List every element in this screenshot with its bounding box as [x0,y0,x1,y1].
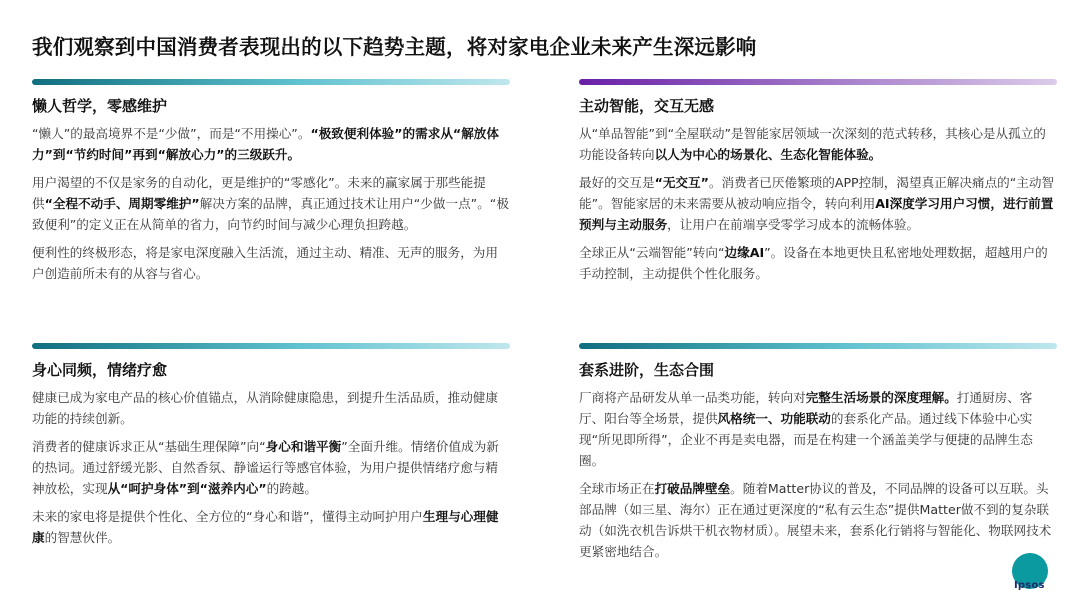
body-text: 打通厨房、客厅、阳台等全场景，提供 [579,390,1033,426]
ipsos-logo-text: Ipsos [1014,580,1045,591]
emphasis-text: 完整生活场景的深度理解。 [805,390,957,405]
section-paragraph [579,242,1057,284]
body-text: 解决方案的品牌，真正通过技术让用户“少做一点”。“极致便利”的定义正在从简单的省力，向节约时间与减少心理负担跨越。 [32,196,509,232]
section-heading: 套系进阶，生态合围 [579,361,715,379]
section-lazy-philosophy [32,79,510,291]
body-text: 最好的交互是 [579,175,655,190]
section-suite-ecosystem [579,343,1057,569]
emphasis-text: 生理与心理健康 [32,509,499,545]
emphasis-text: 从“呵护身体”到“滋养内心” [107,481,267,496]
section-paragraph [579,172,1057,235]
section-paragraph [579,387,1057,471]
emphasis-text: “无交互” [654,175,709,190]
emphasis-text: 身心和谐平衡 [265,439,342,454]
body-text: “懒人”的最高境界不是“少做”，而是“不用操心”。 [32,126,311,141]
body-text: ，让用户在前端享受零学习成本的流畅体验。 [667,217,920,232]
section-divider-bar [32,343,510,349]
body-text: 用户渴望的不仅是家务的自动化，更是维护的“零感化”。未来的赢家属于那些能提供 [32,175,486,211]
section-paragraph [32,387,510,429]
body-text: 健康已成为家电产品的核心价值锚点，从消除健康隐患，到提升生活品质，推动健康功能的持续创新。 [32,390,498,426]
section-paragraph [32,172,510,235]
body-text: 消费者的健康诉求正从“基础生理保障”向“ [32,439,266,454]
section-paragraph [32,506,510,548]
body-text: 未来的家电将是提供个性化、全方位的“身心和谐”，懂得主动呵护用户 [32,509,423,524]
section-mind-body-harmony [32,343,510,555]
section-heading: 懒人哲学，零感维护 [32,97,168,115]
emphasis-text: 以人为中心的场景化、生态化智能体验。 [654,147,882,162]
section-heading: 主动智能，交互无感 [579,97,715,115]
section-paragraph [32,436,510,499]
page-title: 我们观察到中国消费者表现出的以下趋势主题，将对家电企业未来产生深远影响 [32,35,757,59]
body-text: 便利性的终极形态，将是家电深度融入生活流，通过主动、精准、无声的服务，为用户创造前所未有的从容与省心。 [32,245,498,281]
body-text: 的跨越。 [266,481,317,496]
section-body [32,387,510,548]
body-text: 的智慧伙伴。 [44,530,121,545]
section-body [579,123,1057,284]
section-heading: 身心同频，情绪疗愈 [32,361,168,379]
body-text: ”。设备在本地更快且私密地处理数据，超越用户的手动控制，主动提供个性化服务。 [579,245,1048,281]
body-text: 。随着Matter协议的普及，不同品牌的设备可以互联。头部品牌（如三星、海尔）正在通过更深度的“私有云生态”提供Matter做不到的复杂联动（如洗衣机告诉烘干机衣物材质）。展望未来，套系化行销将与智能化、物联网技术更紧密地结合。 [579,481,1052,559]
emphasis-text: “全程不动手、周期零维护” [44,196,200,211]
body-text: ”全面升维。情绪价值成为新的热词。通过舒缓光影、自然香氛、静谧运行等感官体验，为用户提供情绪疗愈与精神放松，实现 [32,439,499,496]
emphasis-text: 边缘AI [724,245,765,260]
section-paragraph [579,478,1057,562]
body-text: 。消费者已厌倦繁琐的APP控制，渴望真正解决痛点的“主动智能”。智能家居的未来需要从被动响应指令，转向利用 [579,175,1055,211]
body-text: 的套系化产品。通过线下体验中心实现“所见即所得”，企业不再是卖电器，而是在构建一个涵盖美学与便捷的品牌生态圈。 [579,411,1033,468]
section-paragraph [32,242,510,284]
body-text: 从“单品智能”到“全屋联动”是智能家居领域一次深刻的范式转移，其核心是从孤立的功能设备转向 [579,126,1046,162]
section-divider-bar [32,79,510,85]
emphasis-text: 风格统一、功能联动 [717,411,831,426]
section-paragraph [579,123,1057,165]
body-text: 厂商将产品研发从单一品类功能，转向对 [579,390,806,405]
section-paragraph [32,123,510,165]
emphasis-text: 打破品牌壁垒 [654,481,731,496]
section-divider-bar [579,343,1057,349]
section-body [579,387,1057,562]
body-text: 全球市场正在 [579,481,655,496]
section-proactive-intelligence [579,79,1057,291]
section-divider-bar [579,79,1057,85]
emphasis-text: AI深度学习用户习惯，进行前置预判与主动服务 [579,196,1054,232]
section-body [32,123,510,284]
body-text: 全球正从“云端智能”转向“ [579,245,725,260]
emphasis-text: “极致便利体验”的需求从“解放体力”到“节约时间”再到“解放心力”的三级跃升。 [32,126,499,162]
